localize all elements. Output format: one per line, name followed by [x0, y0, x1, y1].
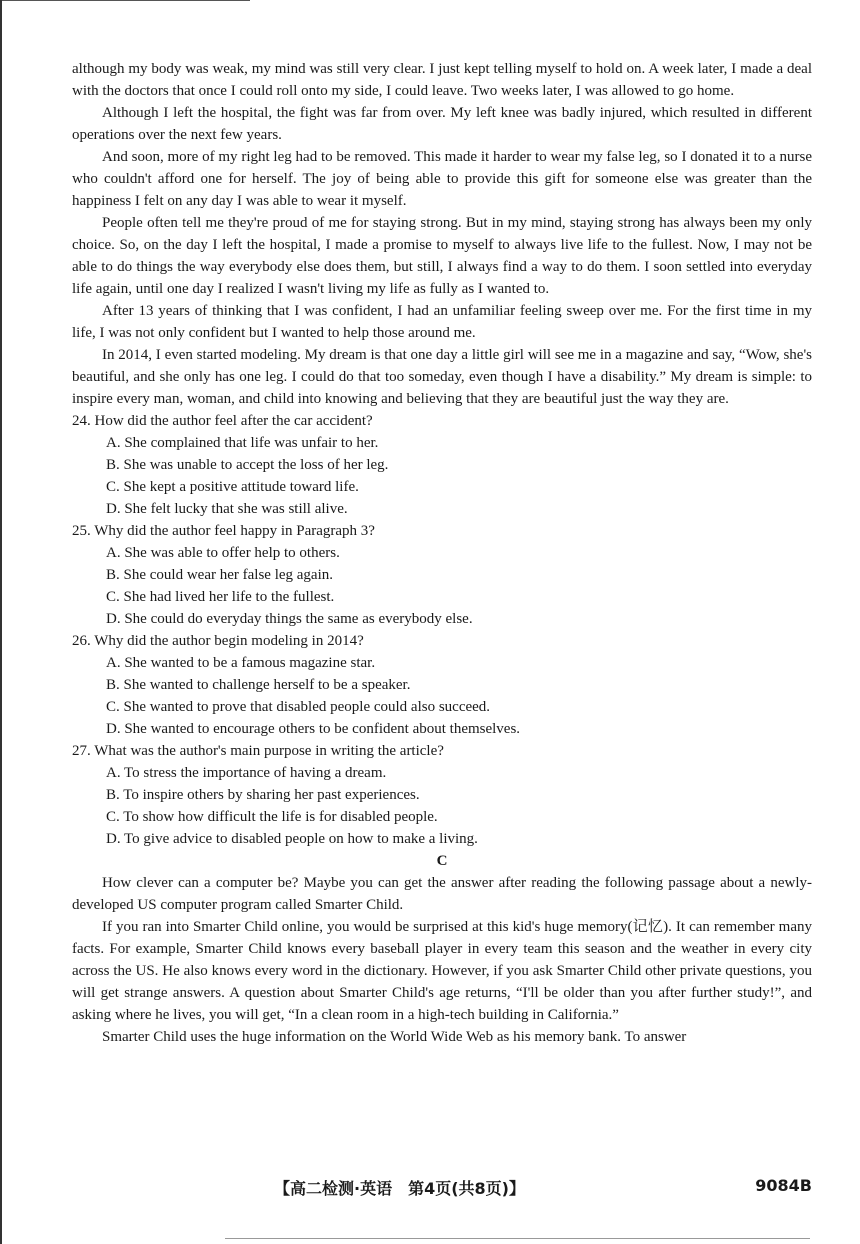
- option-a: A. She complained that life was unfair to her.: [106, 435, 379, 451]
- question-25: [72, 520, 812, 630]
- paragraph: And soon, more of my right leg had to be removed. This made it harder to wear my false leg, so I donated it to a nurse who couldn't afford one for herself. The joy of being able to provide this gift for someone else was greater than the happiness I felt on any day I was able to wear it myself.: [72, 149, 812, 209]
- option-a: A. She was able to offer help to others.: [106, 545, 340, 561]
- option-a: A. She wanted to be a famous magazine star.: [106, 655, 376, 671]
- footer-title: 【高二检测·英语 第4页(共8页)】: [274, 1179, 525, 1198]
- option-c: C. She had lived her life to the fullest.: [106, 589, 335, 605]
- option-d: D. She felt lucky that she was still alive.: [106, 501, 348, 517]
- section-heading: C: [436, 853, 448, 869]
- option-d: D. To give advice to disabled people on how to make a living.: [106, 831, 478, 847]
- bottom-rule: [225, 1238, 810, 1239]
- paragraph: How clever can a computer be? Maybe you can get the answer after reading the following passage about a newly-developed US computer program called Smarter Child.: [72, 875, 812, 913]
- option-b: B. She could wear her false leg again.: [106, 567, 333, 583]
- paragraph: In 2014, I even started modeling. My dream is that one day a little girl will see me in a magazine and say, “Wow, she's beautiful, and she only has one leg. I could do that too someday, even though I have a disability.” My dream is simple: to inspire every man, woman, and child into knowing and believing that they are beautiful just the way they are.: [72, 347, 812, 407]
- option-b: B. She wanted to challenge herself to be a speaker.: [106, 677, 411, 693]
- footer-code: 9084B: [755, 1176, 812, 1195]
- paragraph: Smarter Child uses the huge information on the World Wide Web as his memory bank. To answer: [102, 1029, 687, 1045]
- option-c: C. To show how difficult the life is for disabled people.: [106, 809, 438, 825]
- left-binding-line: [0, 0, 2, 1244]
- paragraph: People often tell me they're proud of me for staying strong. But in my mind, staying strong has always been my only choice. So, on the day I left the hospital, I made a promise to myself to always live life to the fullest. Now, I may not be able to do things the way everybody else does them, but still, I always find a way to do them. I soon settled into everyday life again, until one day I realized I wasn't living my life as fully as I wanted to.: [72, 215, 812, 297]
- page-content: [72, 58, 812, 1048]
- option-d: D. She wanted to encourage others to be confident about themselves.: [106, 721, 521, 737]
- page-footer: [72, 1176, 812, 1200]
- option-c: C. She kept a positive attitude toward life.: [106, 479, 359, 495]
- option-b: B. She was unable to accept the loss of her leg.: [106, 457, 389, 473]
- option-c: C. She wanted to prove that disabled people could also succeed.: [106, 699, 491, 715]
- paragraph: Although I left the hospital, the fight was far from over. My left knee was badly injured, which resulted in different operations over the next few years.: [72, 105, 812, 143]
- question-26: [72, 630, 812, 740]
- paragraph-continued: although my body was weak, my mind was still very clear. I just kept telling myself to hold on. A week later, I made a deal with the doctors that once I could roll onto my side, I could leave. Two weeks later, I was allowed to go home.: [72, 61, 812, 99]
- question-stem: 24. How did the author feel after the car accident?: [72, 413, 373, 429]
- option-a: A. To stress the importance of having a dream.: [106, 765, 387, 781]
- question-27: [72, 740, 812, 850]
- question-stem: 26. Why did the author begin modeling in 2014?: [72, 633, 364, 649]
- top-rule: [0, 0, 250, 1]
- paragraph: If you ran into Smarter Child online, you would be surprised at this kid's huge memory(记忆). It can remember many facts. For example, Smarter Child knows every baseball player in every team this season and the weather in every city across the US. He also knows every word in the dictionary. However, if you ask Smarter Child other private questions, you will get strange answers. A question about Smarter Child's age returns, “I'll be older than you after further study!”, and asking where he lives, you will get, “In a clean room in a high-tech building in California.”: [72, 919, 812, 1023]
- option-b: B. To inspire others by sharing her past experiences.: [106, 787, 420, 803]
- question-stem: 27. What was the author's main purpose in writing the article?: [72, 743, 444, 759]
- paragraph: After 13 years of thinking that I was confident, I had an unfamiliar feeling sweep over me. For the first time in my life, I was not only confident but I wanted to help those around me.: [72, 303, 812, 341]
- question-stem: 25. Why did the author feel happy in Paragraph 3?: [72, 523, 375, 539]
- option-d: D. She could do everyday things the same as everybody else.: [106, 611, 473, 627]
- question-24: [72, 410, 812, 520]
